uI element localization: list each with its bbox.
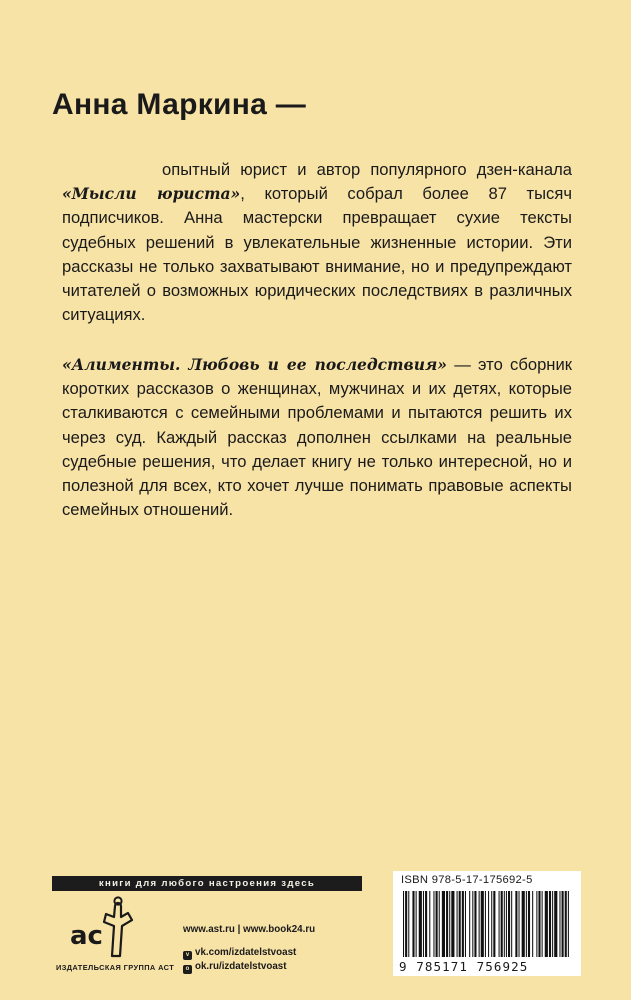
barcode-bar <box>459 891 461 957</box>
ok-handle-text: izdatelstvoast <box>221 961 287 972</box>
barcode-bar <box>465 891 466 957</box>
barcode-bar <box>519 891 520 957</box>
book-title: «Алименты. Любовь и ее последствия» <box>62 355 447 374</box>
barcode-bar <box>536 891 537 957</box>
barcode-bar <box>511 891 512 957</box>
author-heading: Анна Маркина — <box>52 88 307 121</box>
barcode-bar <box>515 891 517 957</box>
barcode-bar <box>469 891 470 957</box>
barcode-bar <box>499 891 500 957</box>
bio-text-start: опытный юрист и автор популярного дзен-канала <box>162 160 572 179</box>
vk-link[interactable] <box>183 946 315 960</box>
barcode-bar <box>462 891 464 957</box>
ok-prefix-text: ok.ru/ <box>195 961 222 972</box>
barcode-bar <box>568 891 569 957</box>
barcode-bar <box>493 891 495 957</box>
barcode-bar <box>446 891 448 957</box>
barcode-bar <box>508 891 510 957</box>
contact-links <box>183 923 315 974</box>
barcode-bar <box>442 891 445 957</box>
barcode-bar <box>545 891 548 957</box>
bio-text-end: , который собрал более 87 тысяч подписчиков. Анна мастерски превращает сухие тексты судебных решений в увлекательные жизненные истории. Эти рассказы не только захватывают внимание, но и предупреждают читателей о возможных юридических последствиях в различных ситуациях. <box>62 184 572 325</box>
barcode-bar <box>504 891 505 957</box>
websites-link[interactable]: www.ast.ru | www.book24.ru <box>183 924 316 935</box>
barcode-bar <box>562 891 564 957</box>
barcode-bar <box>436 891 438 957</box>
channel-name: «Мысли юриста» <box>62 184 241 204</box>
barcode-bar <box>457 891 458 957</box>
book-description-text: — это сборник коротких рассказов о женщинах, мужчинах и их детях, которые сталкиваются с семейными проблемами и пытаются решить их через суд. Каждый рассказ дополнен ссылками на реальные судебные решения, что делает книгу не только интересной, но и полезной для всех, кто хочет лучше понимать правовые аспекты семейных отношений. <box>62 355 572 520</box>
barcode-bar <box>538 891 540 957</box>
barcode-bar <box>425 891 427 957</box>
barcode-digits: 9 785171 756925 <box>399 959 529 974</box>
barcode-bar <box>405 891 407 957</box>
barcode-bar <box>474 891 476 957</box>
barcode-bar <box>552 891 553 957</box>
barcode-bar <box>528 891 530 957</box>
publisher-name: ИЗДАТЕЛЬСКАЯ ГРУППА АСТ <box>56 963 175 972</box>
barcode-bar <box>491 891 492 957</box>
barcode-bar <box>429 891 430 957</box>
barcode-bar <box>522 891 525 957</box>
barcode-bar <box>449 891 450 957</box>
logo-text: ac <box>70 921 103 951</box>
barcode-bar <box>433 891 434 957</box>
barcode-bar <box>416 891 417 957</box>
tagline-bar: книги для любого настроения здесь <box>52 876 362 891</box>
barcode-bar <box>554 891 557 957</box>
isbn-number: ISBN 978-5-17-175692-5 <box>401 874 533 886</box>
barcode-bar <box>532 891 533 957</box>
barcode-bar <box>481 891 484 957</box>
barcode-bar <box>488 891 489 957</box>
vk-icon: v <box>183 951 192 960</box>
book-description-paragraph <box>62 353 572 522</box>
barcode-bar <box>565 891 567 957</box>
barcode <box>399 891 575 957</box>
barcode-bar <box>559 891 560 957</box>
barcode-bar <box>472 891 473 957</box>
vk-link-text: vk.com/izdatelstvoast <box>195 947 297 958</box>
barcode-bar <box>439 891 440 957</box>
isbn-barcode-box <box>393 871 581 976</box>
barcode-bar <box>506 891 507 957</box>
barcode-bar <box>423 891 424 957</box>
barcode-bar <box>451 891 454 957</box>
barcode-bar <box>408 891 409 957</box>
ok-link[interactable] <box>183 960 315 974</box>
barcode-bar <box>479 891 480 957</box>
barcode-bar <box>485 891 486 957</box>
author-bio-paragraph <box>62 158 572 327</box>
ok-icon: o <box>183 965 192 974</box>
barcode-bar <box>542 891 543 957</box>
barcode-bar <box>412 891 414 957</box>
barcode-bar <box>501 891 503 957</box>
barcode-bar <box>549 891 551 957</box>
barcode-bar <box>403 891 404 957</box>
ast-logo-figure-icon <box>68 896 144 958</box>
barcode-bar <box>526 891 527 957</box>
barcode-bar <box>419 891 422 957</box>
